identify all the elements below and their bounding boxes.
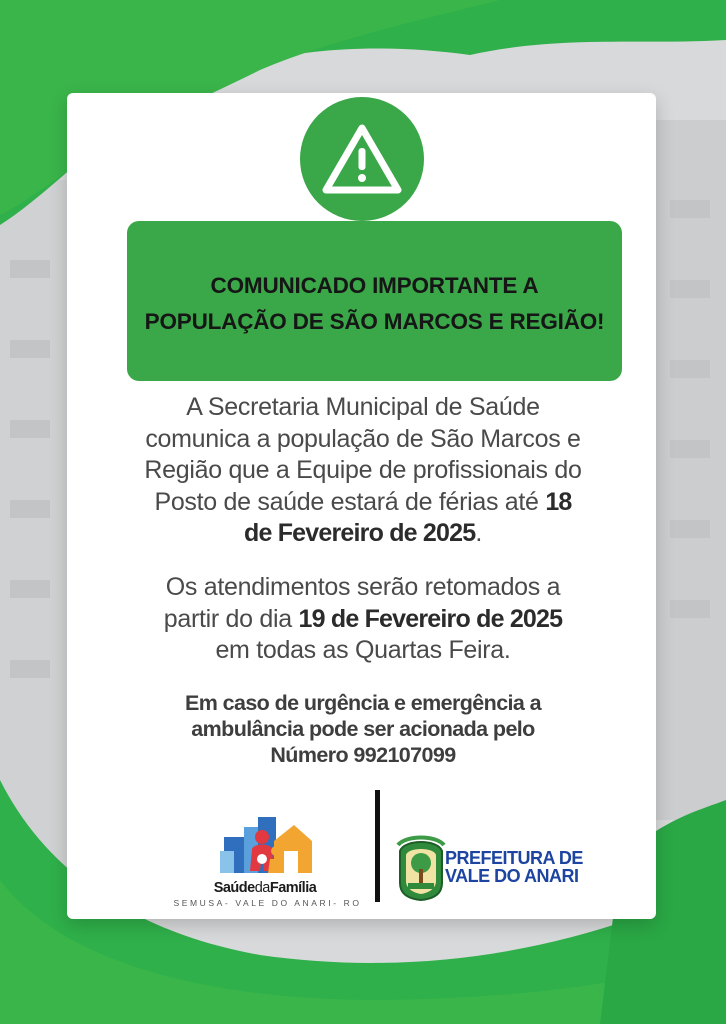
- footer-divider: [375, 790, 380, 902]
- p1-line-1: A Secretaria Municipal de Saúde: [186, 393, 540, 421]
- vale-do-anari-crest: [396, 833, 446, 901]
- headline-line-1: COMUNICADO IMPORTANTE A: [210, 273, 539, 298]
- p1-line-2: comunica a população de São Marcos e: [145, 424, 581, 453]
- prefeitura-title-line-1: PREFEITURA DE: [445, 848, 583, 868]
- saude-da-familia-wordmark: [190, 880, 340, 896]
- p2-line-3: em todas as Quartas Feira.: [215, 636, 511, 664]
- semusa-caption: SEMUSA- VALE DO ANARI- RO: [173, 898, 362, 908]
- sf-word-3: Família: [269, 880, 317, 896]
- emergency-paragraph: [100, 690, 626, 768]
- p1-date-day: 18: [545, 487, 572, 516]
- p1-line-4: [100, 487, 626, 519]
- p2-date: 19 de Fevereiro de 2025: [298, 604, 563, 633]
- headline-banner: [127, 221, 622, 381]
- p2-line-1: Os atendimentos serão retomados a: [165, 573, 561, 601]
- p3-line-1: Em caso de urgência e emergência a: [184, 691, 542, 715]
- resume-paragraph: [100, 572, 626, 667]
- p1-line-4-text: Posto de saúde estará de férias até: [154, 487, 546, 516]
- announcement-paragraph: [100, 392, 626, 550]
- p2-line-2: [100, 604, 626, 636]
- p1-period: .: [475, 519, 483, 547]
- warning-triangle-icon: [320, 122, 404, 196]
- sf-word-2: da: [254, 880, 270, 896]
- p1-line-5: [100, 518, 626, 550]
- p3-line-2: ambulância pode ser acionada pelo: [191, 717, 535, 741]
- p1-line-3: Região que a Equipe de profissionais do: [144, 456, 582, 484]
- warning-badge: [300, 97, 424, 221]
- p3-line-3: Número 992107099: [270, 743, 456, 767]
- prefeitura-title-line-2: VALE DO ANARI: [445, 866, 579, 886]
- sf-word-1: Saúde: [213, 880, 255, 896]
- saude-da-familia-logo: [218, 815, 314, 877]
- headline-line-2: POPULAÇÃO DE SÃO MARCOS E REGIÃO!: [144, 309, 605, 334]
- p1-date-rest: de Fevereiro de 2025: [243, 519, 476, 547]
- p2-line-2-text: partir do dia: [163, 604, 299, 633]
